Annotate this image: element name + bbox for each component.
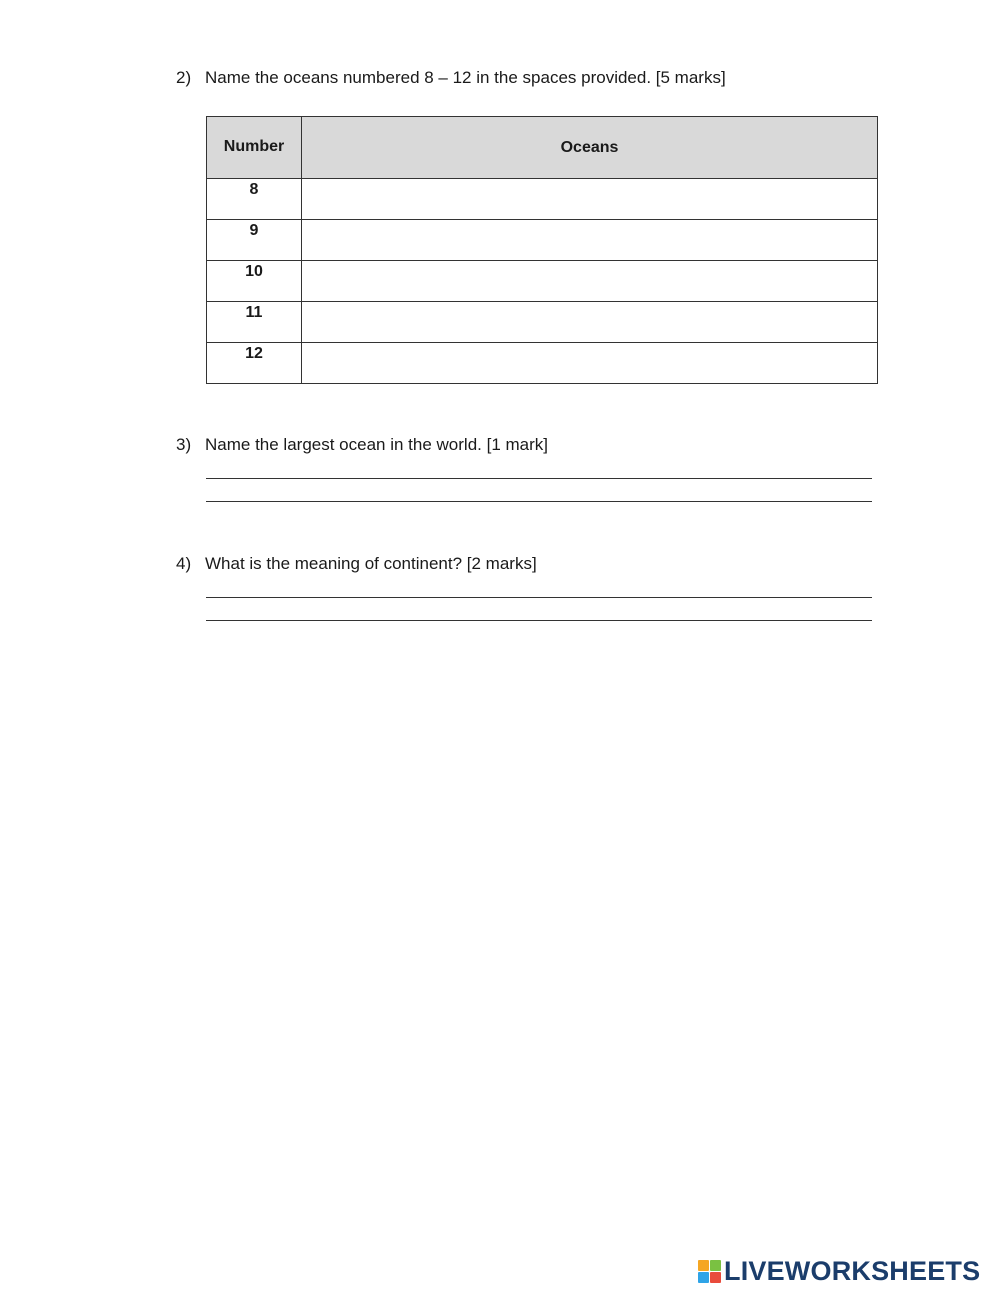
logo-square (710, 1260, 721, 1271)
logo-mark-icon (698, 1260, 721, 1283)
table-header-row (207, 117, 878, 179)
ocean-answer-cell[interactable] (302, 220, 878, 261)
answer-line[interactable] (206, 620, 872, 621)
table-row (207, 343, 878, 384)
row-number: 11 (207, 302, 302, 343)
table-row (207, 220, 878, 261)
logo-square (698, 1272, 709, 1283)
question-3 (176, 435, 548, 455)
table-row (207, 179, 878, 220)
logo-square (698, 1260, 709, 1271)
row-number: 9 (207, 220, 302, 261)
liveworksheets-logo[interactable] (698, 1258, 980, 1284)
question-4-number: 4) (176, 554, 192, 573)
ocean-answer-cell[interactable] (302, 302, 878, 343)
table-row (207, 261, 878, 302)
question-4-text: What is the meaning of continent? [2 marks] (205, 554, 537, 573)
question-2 (176, 68, 726, 88)
question-4 (176, 554, 537, 574)
answer-line[interactable] (206, 501, 872, 502)
header-oceans: Oceans (302, 117, 878, 179)
row-number: 8 (207, 179, 302, 220)
row-number: 10 (207, 261, 302, 302)
question-3-text: Name the largest ocean in the world. [1 mark] (205, 435, 548, 454)
ocean-answer-cell[interactable] (302, 179, 878, 220)
question-2-text: Name the oceans numbered 8 – 12 in the spaces provided. [5 marks] (205, 68, 726, 87)
table-row (207, 302, 878, 343)
row-number: 12 (207, 343, 302, 384)
logo-text: LIVEWORKSHEETS (724, 1256, 981, 1286)
answer-line[interactable] (206, 597, 872, 598)
oceans-table (206, 116, 878, 384)
ocean-answer-cell[interactable] (302, 343, 878, 384)
ocean-answer-cell[interactable] (302, 261, 878, 302)
answer-line[interactable] (206, 478, 872, 479)
logo-square (710, 1272, 721, 1283)
question-3-number: 3) (176, 435, 192, 454)
header-number: Number (207, 117, 302, 179)
question-2-number: 2) (176, 68, 192, 87)
